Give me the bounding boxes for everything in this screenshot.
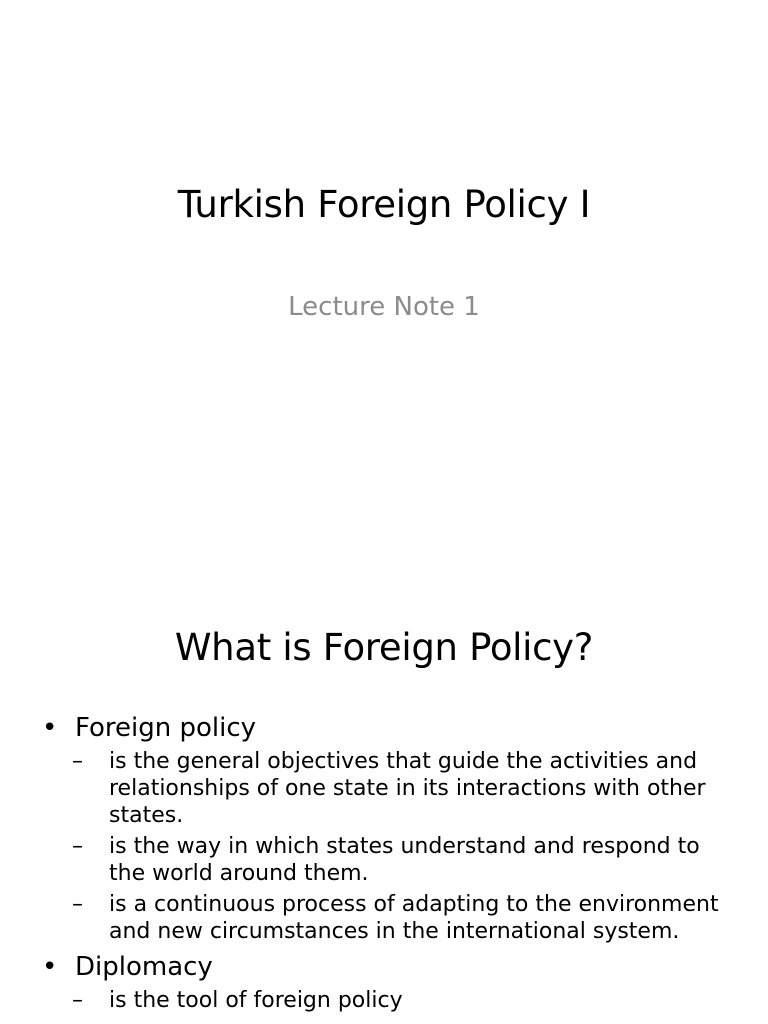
sub-bullet-item [0, 891, 768, 945]
sub-bullet-item [0, 833, 768, 887]
slide-content [0, 576, 768, 1024]
sub-bullet-list [0, 987, 768, 1014]
bullet-marker: • [42, 713, 58, 743]
slide-subtitle: Lecture Note 1 [288, 292, 480, 322]
sub-bullet-marker: – [72, 749, 83, 774]
slide-content-heading: What is Foreign Policy? [174, 626, 594, 669]
sub-bullet-marker: – [72, 988, 83, 1013]
bullet-list [0, 710, 768, 1018]
bullet-item [0, 949, 768, 985]
bullet-label: Foreign policy [75, 713, 257, 743]
sub-bullet-text: is the general objectives that guide the activities and relationships of one state in its interactions with other states. [109, 749, 706, 828]
sub-bullet-text: is the tool of foreign policy [109, 988, 403, 1013]
sub-bullet-text: is the way in which states understand and respond to the world around them. [109, 834, 700, 886]
sub-bullet-list [0, 748, 768, 945]
sub-bullet-marker: – [72, 892, 83, 917]
slide-title-heading: Turkish Foreign Policy I [177, 183, 591, 226]
bullet-item [0, 710, 768, 746]
sub-bullet-item [0, 987, 768, 1014]
sub-bullet-marker: – [72, 834, 83, 859]
sub-bullet-text: is a continuous process of adapting to the environment and new circumstances in the international system. [109, 892, 719, 944]
sub-bullet-item [0, 748, 768, 829]
bullet-marker: • [42, 952, 58, 982]
bullet-label: Diplomacy [75, 952, 213, 982]
